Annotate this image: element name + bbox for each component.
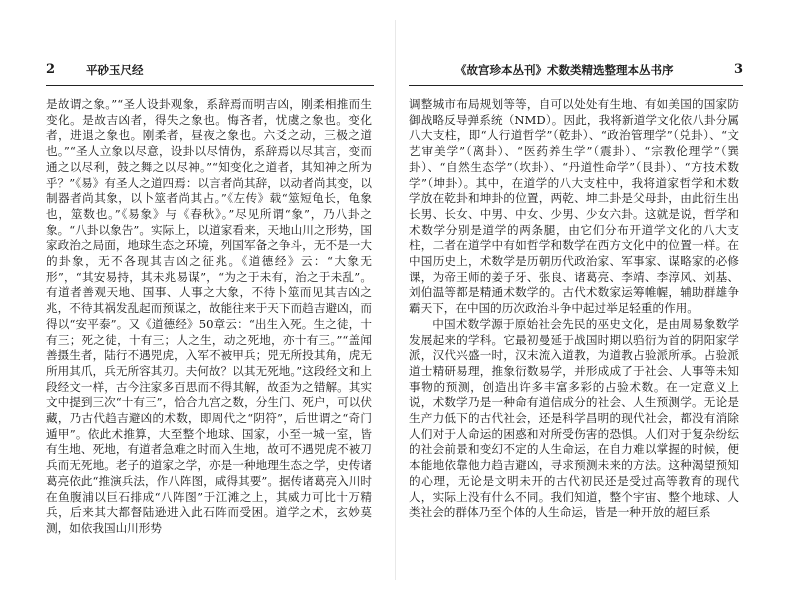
left-paragraph-1: 是故谓之象。”“圣人设卦观象，系辞焉而明吉凶，刚柔相推而生变化。是故吉凶者，得失之象也。悔吝者，忧虞之象也。变化者，进退之象也。刚柔者，昼夜之象也。六爻之动，三极之道也。”“圣人立象以尽意，设卦以尽情伪，系辞焉以尽其言，变而通之以尽利，鼓之舞之以尽神。”“知变化之道者，其知神之所为乎？”《易》有圣人之道四焉：以言者尚其辞，以动者尚其变，以制器者尚其象，以卜筮者尚其占。”《左传》载“筮短龟长，龟象也，筮数也。”《易象》与《春秋》。”尽见所谓“象”，乃八卦之象。“八卦以象告”。实际上，以道家看来，天地山川之形势，国家政治之局面，地球生态之环境，列国军备之争斗，无不是一大的卦象，无不各现其吉凶之征兆。《道德经》云：“大象无形”，“其安易持，其未兆易谋”，“为之于未有，治之于未乱”。有道者善观天地、国事、人事之大象，不待卜筮而见其吉凶之兆，不待其祸发乱起而预谋之，故能往来于天下而趋吉避凶，而得以“安平泰”。又《道德经》50章云：“出生入死。生之徒，十有三；死之徒，十有三；人之生，动之死地，亦十有三。”“盖闻善摄生者，陆行不遇兕虎，入军不被甲兵；兕无所投其角，虎无所用其爪，兵无所容其刃。夫何故？以其无死地。”这段经文和上段经文一样，古今注家多百思而不得其解，故歪为之错解。其实文中提到三次“十有三”，恰合九宫之数，分生门、死户，可以伏藏，乃古代趋吉避凶的术数，即周代之“阴符”，后世谓之“奇门遁甲”。依此术推算，大至整个地球、国家，小至一城一室，皆有生地、死地，有道者急难之时而入生地，故可不遇兕虎不被刀兵而无死地。老子的道家之学，亦是一种地理生态之学，史传诸葛亮依此“推演兵法，作八阵图，咸得其要”。据传诸葛亮入川时在鱼腹浦以巨石排成“八阵图”于江滩之上，其威力可比十万精兵，后来其大都督陆逊进入此石阵而受困。道学之术，玄妙莫测，如依我国山川形势 [46,97,372,535]
left-page-body [46,97,372,537]
right-page-header [411,62,743,80]
right-header-rule [409,85,743,86]
left-page-number: 2 [46,62,56,77]
right-paragraph-2: 中国术数学源于原始社会先民的巫史文化，是由周易象数学发展起来的学科。它最初曼延于战国时期以驺衍为首的阴阳家学派，汉代兴盛一时，汉末流入道教，为道教占验派所承。占验派道士精研易理，推象衍数易学，并形成成了于社会、人事等未知事物的预测，创造出许多丰富多彩的占验术数。在一定意义上说，术数学乃是一种命有道信成分的社会、人生预测学。无论是生产力低下的古代社会，还是科学昌明的现代社会，都没有消除人们对于人命运的困惑和对所受伤害的恐惧。人们对于复杂纷纭的社会前景和变幻不定的人生命运，在自力难以掌握的时候，便本能地依靠他力趋吉避凶，寻求预测未来的方法。这种渴望预知的心理，无论是文明未开的古代初民还是受过高等教育的现代人，实际上没有什么不同。我们知道，整个宇宙、整个地球、人类社会的群体乃至个体的人生命运，皆是一种开放的超巨系 [409,316,739,520]
right-page-body [409,97,739,521]
left-header-rule [46,85,374,86]
left-running-head: 平砂玉尺经 [86,63,144,77]
right-page-number: 3 [733,62,743,77]
right-paragraph-1: 调整城市布局规划等等，自可以处处有生地、有如美国的国家防御战略反导弹系统（NMD）。因此，我将新道学文化依八卦分属八大支柱，即“人行道哲学”（乾卦）、“政治管理学”（兑卦）、“文艺审美学”（离卦）、“医药养生学”（震卦）、“宗教伦理学”（巽卦）、“自然生态学”（坎卦）、“丹道性命学”（艮卦）、“方技术数学”（坤卦）。其中，在道学的八大支柱中，我将道家哲学和术数学放在乾卦和坤卦的位置，两乾、坤二卦是父母卦，由此衍生出长男、长女、中男、中女、少男、少女六卦。这就是说，哲学和术数学分别是道学的两条腿，由它们分布开道学文化的八大支柱，二者在道学中有如哲学和数学在西方文化中的位置一样。在中国历史上，术数学是历朝历代政治家、军事家、谋略家的必修课，为帝王师的姜子牙、张良、诸葛亮、李靖、李淳风、刘基、刘伯温等都是精通术数学的。古代术数家运筹帷幄，辅助群雄争霸天下，在中国的历次政治斗争中起过举足轻重的作用。 [409,97,739,316]
right-page [397,0,793,595]
left-page [0,0,396,595]
left-page-header [46,62,374,80]
right-running-head: 《故宫珍本丛刊》术数类精选整理本丛书序 [455,63,674,77]
